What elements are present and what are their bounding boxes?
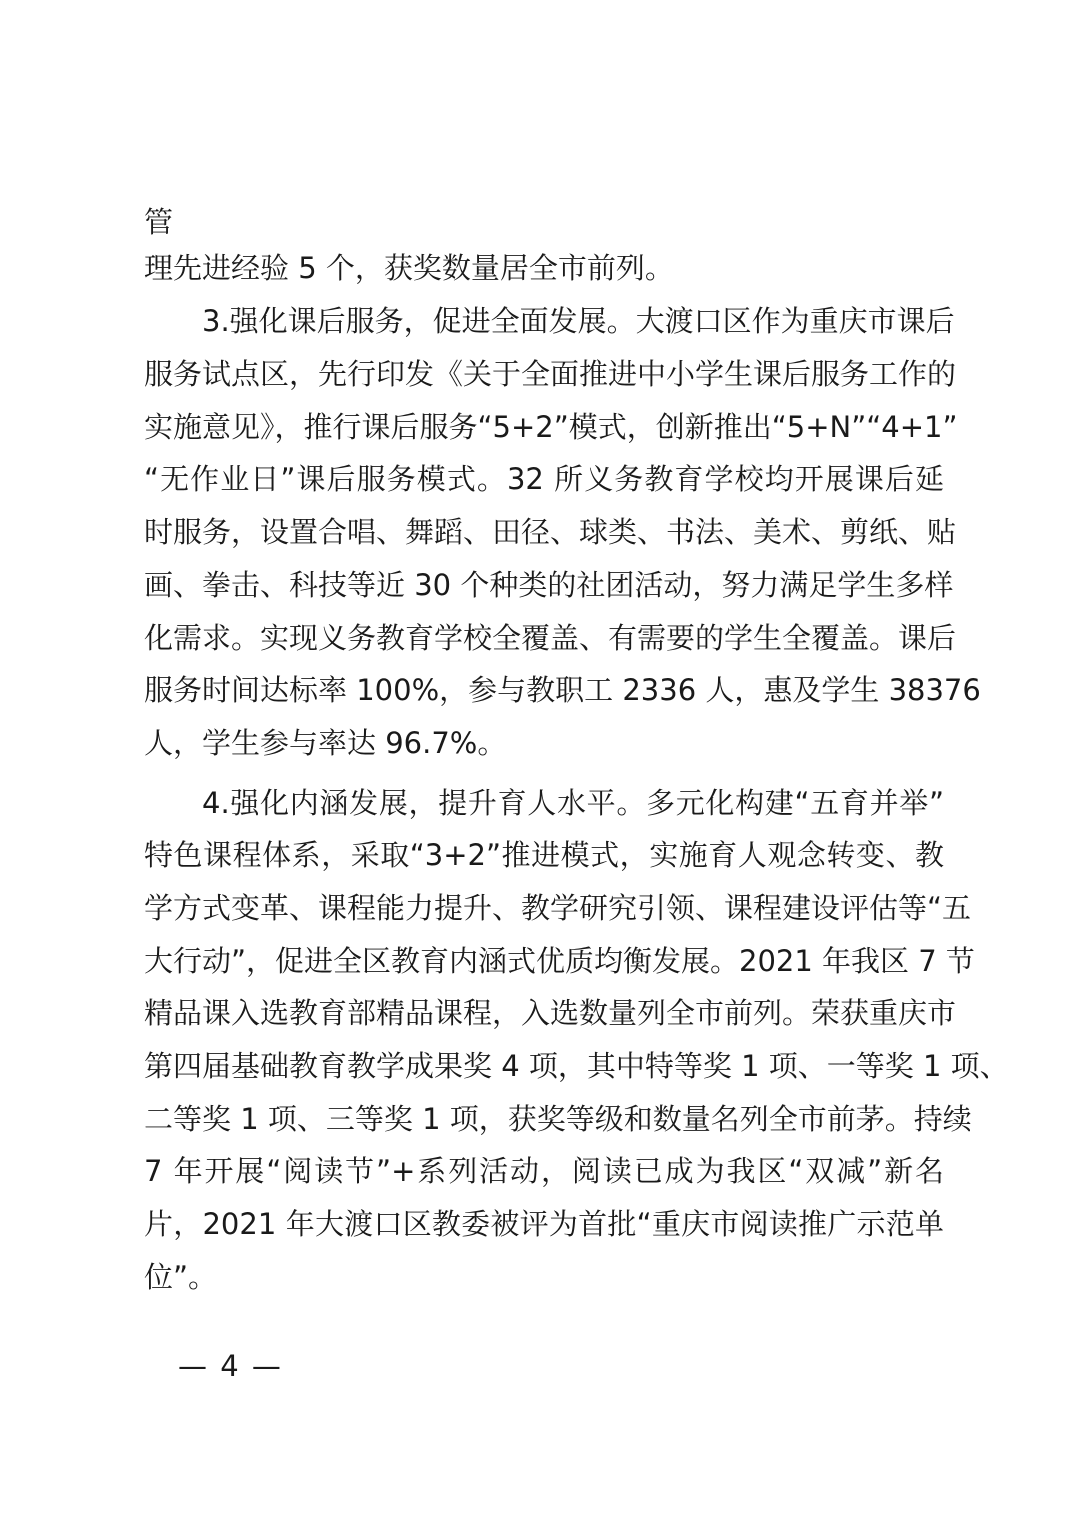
text-line: 实施意见》，推行课后服务“5+2”模式，创新推出“5+N”“4+1” (144, 410, 958, 444)
text-line: 7 年开展“阅读节”+系列活动，阅读已成为我区“双减”新名 (144, 1154, 944, 1188)
text-line: 化需求。实现义务教育学校全覆盖、有需要的学生全覆盖。课后 (144, 621, 957, 655)
text-line: 人，学生参与率达 96.7%。 (144, 726, 507, 760)
page-number: — 4 — (178, 1349, 283, 1383)
text-line: 画、拳击、科技等近 30 个种类的社团活动，努力满足学生多样 (144, 568, 954, 602)
paragraph-heading-line: 4.强化内涵发展，提升育人水平。多元化构建“五育并举” (202, 786, 944, 820)
text-line: 服务时间达标率 100%，参与教职工 2336 人，惠及学生 38376 (144, 673, 981, 707)
text-line: 位”。 (144, 1260, 218, 1294)
text-line: 服务试点区，先行印发《关于全面推进中小学生课后服务工作的 (144, 357, 957, 391)
text-line: 学方式变革、课程能力提升、教学研究引领、课程建设评估等“五 (144, 891, 972, 925)
text-line: 大行动”，促进全区教育内涵式优质均衡发展。2021 年我区 7 节 (144, 944, 975, 978)
text-line: 理先进经验 5 个，获奖数量居全市前列。 (144, 251, 674, 285)
text-line: 特色课程体系，采取“3+2”推进模式，实施育人观念转变、教 (144, 838, 944, 872)
text-line: 管 (144, 205, 174, 239)
text-line: 时服务，设置合唱、舞蹈、田径、球类、书法、美术、剪纸、贴 (144, 515, 957, 549)
paragraph-heading-line: 3.强化课后服务，促进全面发展。大渡口区作为重庆市课后 (202, 304, 955, 338)
text-line: 第四届基础教育教学成果奖 4 项，其中特等奖 1 项、一等奖 1 项、 (144, 1049, 1009, 1083)
text-line: 片，2021 年大渡口区教委被评为首批“重庆市阅读推广示范单 (144, 1207, 944, 1241)
text-line: 二等奖 1 项、三等奖 1 项，获奖等级和数量名列全市前茅。持续 (144, 1102, 972, 1136)
text-line: 精品课入选教育部精品课程，入选数量列全市前列。荣获重庆市 (144, 996, 957, 1030)
text-line: “无作业日”课后服务模式。32 所义务教育学校均开展课后延 (144, 462, 944, 496)
